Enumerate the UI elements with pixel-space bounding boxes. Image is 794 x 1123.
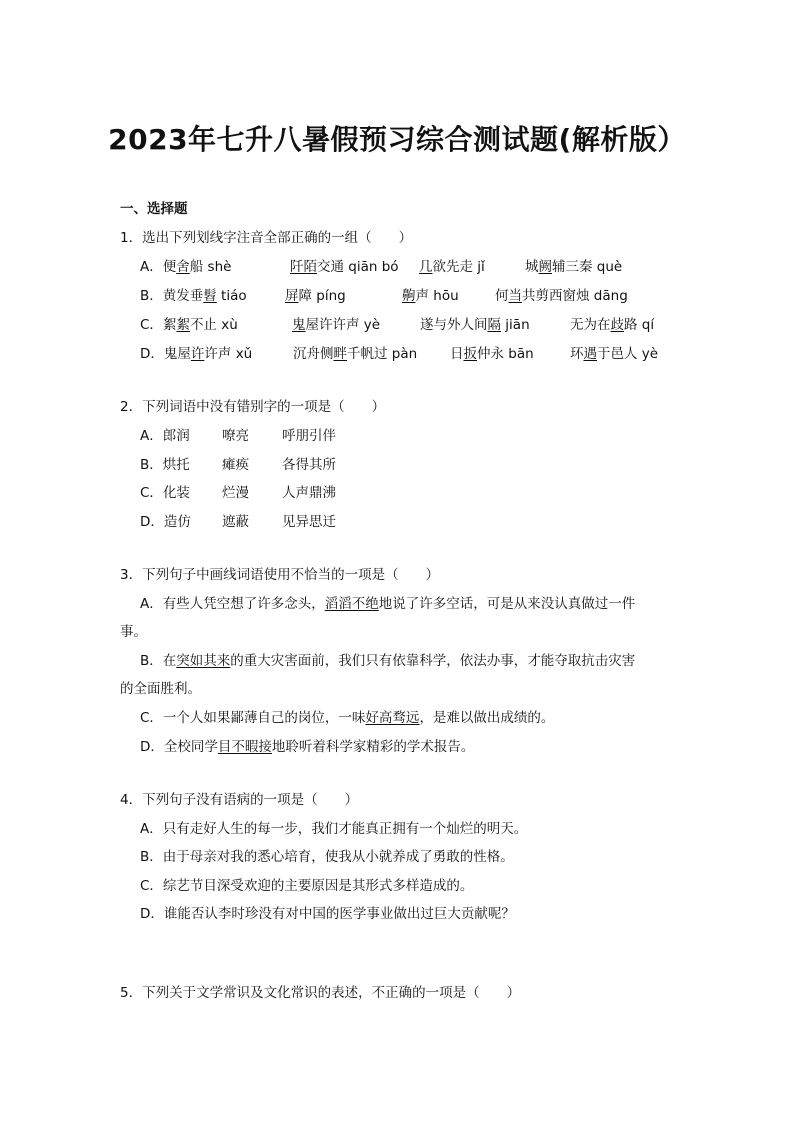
q1-a-item-3: 几欲先走 jǐ <box>419 259 485 275</box>
q1-c-item-4: 无为在歧路 qí <box>570 317 655 333</box>
q2-stem: 2．下列词语中没有错别字的一项是（ ） <box>120 399 386 415</box>
q1-option-b: B．黄发垂髫 tiáo 屏障 píng 齁声 hōu 何当共剪西窗烛 dāng <box>140 288 628 304</box>
option-label: D． <box>140 514 164 530</box>
q2-option-a: A．郎润 嘹亮 呼朋引伴 <box>140 428 336 444</box>
q1-option-a: A．便舍船 shè 阡陌交通 qiān bó 几欲先走 jǐ 城阙辅三秦 què <box>140 259 623 275</box>
q1-option-d: D．鬼屋许许声 xǔ 沉舟侧畔千帆过 pàn 日扳仲永 bān 环遇于邑人 yè <box>140 346 659 362</box>
q3-stem: 3．下列句子中画线词语使用不恰当的一项是（ ） <box>120 567 440 583</box>
q1-d-item-4: 环遇于邑人 yè <box>570 346 659 362</box>
q1-d-item-2: 沉舟侧畔千帆过 pàn <box>293 346 418 362</box>
q1-stem: 1．选出下列划线字注音全部正确的一组（ ） <box>120 230 413 246</box>
q1-c-item-3: 遂与外人间隔 jiān <box>420 317 530 333</box>
q4-option-a: A．只有走好人生的每一步，我们才能真正拥有一个灿烂的明天。 <box>140 821 528 837</box>
page-title: 2023年七升八暑假预习综合测试题(解析版） <box>108 123 686 156</box>
q3-option-a-cont: 事。 <box>120 624 147 640</box>
q1-c-item-2: 鬼屋许许声 yè <box>292 317 381 333</box>
option-label: C． <box>140 317 163 333</box>
q4-stem: 4．下列句子没有语病的一项是（ ） <box>120 792 359 808</box>
option-label: B． <box>140 457 163 473</box>
option-label: C． <box>140 485 163 501</box>
q1-b-item-3: 齁声 hōu <box>402 288 459 304</box>
option-label: A． <box>140 428 163 444</box>
q1-b-item-2: 屏障 píng <box>285 288 346 304</box>
q5-stem: 5．下列关于文学常识及文化常识的表述，不正确的一项是（ ） <box>120 985 521 1001</box>
q4-option-d: D．谁能否认李时珍没有对中国的医学事业做出过巨大贡献呢？ <box>140 906 515 922</box>
option-label: D． <box>140 346 164 362</box>
q4-option-c: C．综艺节目深受欢迎的主要原因是其形式多样造成的。 <box>140 878 474 894</box>
q1-d-item-3: 日扳仲永 bān <box>450 346 534 362</box>
q2-option-d: D．造仿 遮蔽 见异思迁 <box>140 514 336 530</box>
q1-option-c: C．絮絮不止 xù 鬼屋许许声 yè 遂与外人间隔 jiān 无为在歧路 qí <box>140 317 655 333</box>
q3-option-b-cont: 的全面胜利。 <box>120 681 201 697</box>
q1-b-item-4: 何当共剪西窗烛 dāng <box>495 288 628 304</box>
q3-option-b: B．在突如其来的重大灾害面前，我们只有依靠科学，依法办事，才能夺取抗击灾害 <box>140 653 636 669</box>
section-heading: 一、选择题 <box>120 201 188 217</box>
q3-option-a: A．有些人凭空想了许多念头，滔滔不绝地说了许多空话，可是从来没认真做过一件 <box>140 596 636 612</box>
q4-option-b: B．由于母亲对我的悉心培育，使我从小就养成了勇敢的性格。 <box>140 849 514 865</box>
q1-a-item-4: 城阙辅三秦 què <box>525 259 623 275</box>
q1-a-item-2: 阡陌交通 qiān bó <box>290 259 399 275</box>
q2-option-c: C．化装 烂漫 人声鼎沸 <box>140 485 336 501</box>
option-label: B． <box>140 288 163 304</box>
q3-option-d: D．全校同学目不暇接地聆听着科学家精彩的学术报告。 <box>140 739 475 755</box>
q3-option-c: C．一个人如果鄙薄自己的岗位，一味好高骛远，是难以做出成绩的。 <box>140 710 555 726</box>
q2-option-b: B．烘托 瘫痪 各得其所 <box>140 457 336 473</box>
option-label: A． <box>140 259 163 275</box>
